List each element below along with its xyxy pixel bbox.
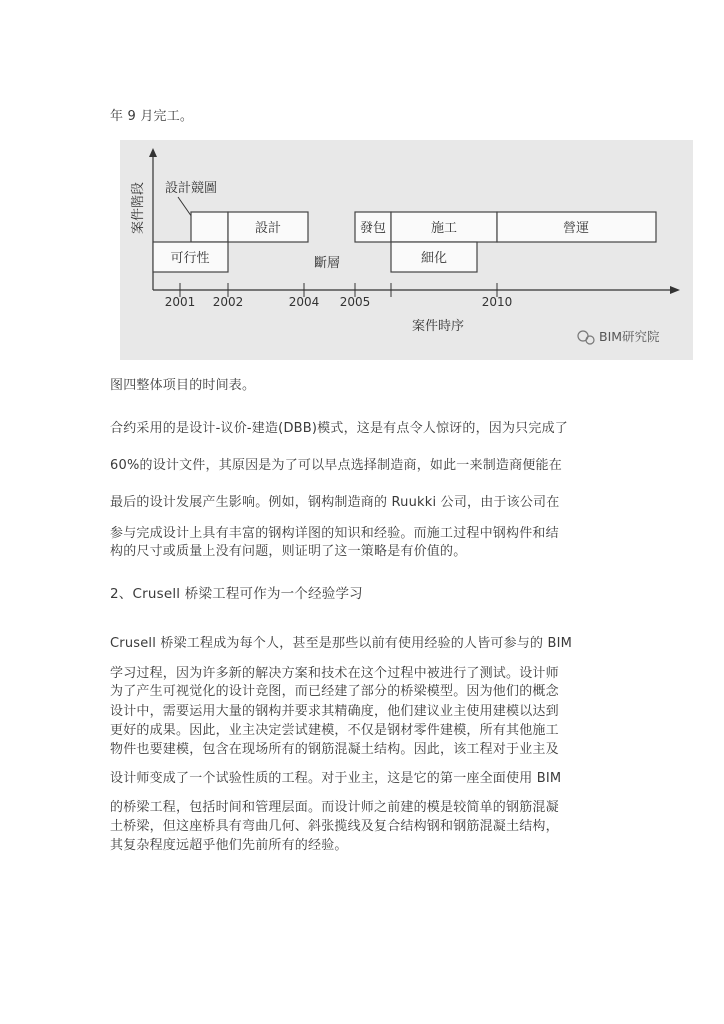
section-heading: 2、Crusell 桥梁工程可作为一个经验学习 (110, 586, 363, 602)
watermark (578, 329, 660, 344)
phase-label-construction: 施工 (430, 221, 458, 236)
para1-line: 合约采用的是设计-议价-建造(DBB)模式，这是有点令人惊讶的，因为只完成了 (110, 421, 568, 436)
year-label: 2005 (339, 295, 371, 309)
para1-line: 构的尺寸或质量上没有问题，则证明了这一策略是有价值的。 (110, 544, 467, 559)
figure-caption: 图四整体项目的时间表。 (110, 378, 256, 393)
phase-label-procurement: 發包 (359, 221, 387, 236)
para2-line: 土桥梁，但这座桥具有弯曲几何、斜张揽线及复合结构钢和钢筋混凝土结构， (110, 819, 559, 834)
para2-line: 为了产生可视觉化的设计竞图，而已经建了部分的桥梁模型。因为他们的概念 (110, 684, 559, 699)
para2-line: 设计中，需要运用大量的钢构并要求其精确度，他们建议业主使用建模以达到 (110, 704, 559, 719)
phase-label-design: 設計 (254, 221, 282, 236)
y-axis-label: 案件階段 (131, 181, 146, 235)
wechat-logo-icon-small (586, 336, 594, 344)
para2-line: 其复杂程度远超乎他们先前所有的经验。 (110, 838, 348, 853)
gap-label: 斷層 (313, 256, 341, 271)
phase-label-detailing: 細化 (420, 251, 448, 266)
x-axis-label: 案件時序 (411, 319, 465, 334)
year-label: 2001 (164, 295, 196, 309)
timeline-figure (120, 140, 693, 360)
para1-line: 最后的设计发展产生影响。例如，钢构制造商的 Ruukki 公司，由于该公司在 (110, 495, 560, 510)
para2-line: 设计师变成了一个试验性质的工程。对于业主，这是它的第一座全面使用 BIM (110, 771, 562, 786)
para2-line: Crusell 桥梁工程成为每个人，甚至是那些以前有使用经验的人皆可参与的 BIM (110, 636, 573, 651)
watermark-text: BIM研究院 (599, 329, 660, 344)
para1-line: 60%的设计文件，其原因是为了可以早点选择制造商，如此一来制造商便能在 (110, 458, 562, 473)
phase-label-feasibility: 可行性 (170, 251, 210, 266)
para2-line: 物件也要建模，包含在现场所有的钢筋混凝土结构。因此，该工程对于业主及 (110, 742, 559, 757)
x-axis-arrow-icon (670, 286, 680, 294)
timeline-chart (120, 140, 693, 360)
intro-line: 年 9 月完工。 (110, 109, 194, 124)
para2-line: 学习过程，因为许多新的解决方案和技术在这个过程中被进行了测试。设计师 (110, 666, 559, 681)
year-label: 2010 (481, 295, 513, 309)
year-label: 2002 (212, 295, 244, 309)
phase-label-competition: 設計競圖 (165, 181, 218, 196)
y-axis-arrow-icon (149, 148, 157, 157)
para2-line: 的桥梁工程，包括时间和管理层面。而设计师之前建的模是较简单的钢筋混凝 (110, 800, 559, 815)
para2-line: 更好的成果。因此，业主决定尝试建模，不仅是钢材零件建模，所有其他施工 (110, 723, 559, 738)
para1-line: 参与完成设计上具有丰富的钢构详图的知识和经验。而施工过程中钢构件和结 (110, 526, 559, 541)
phase-bar-competition (191, 212, 228, 242)
phase-label-operation: 營運 (562, 221, 590, 236)
year-label: 2004 (288, 295, 320, 309)
